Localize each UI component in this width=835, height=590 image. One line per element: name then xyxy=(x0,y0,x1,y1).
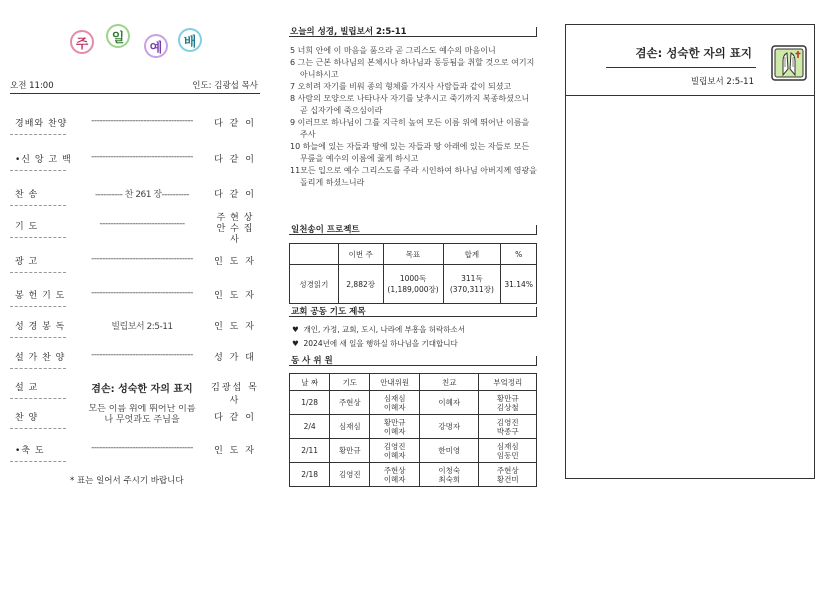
duty-cell: 심재심 임동민 xyxy=(479,439,537,463)
duty-title-rule xyxy=(289,365,537,366)
duty-cell: 강명자 xyxy=(420,415,479,439)
sermon-title: 겸손: 성숙한 자의 표지 xyxy=(635,46,752,60)
duty-title-tick xyxy=(536,356,537,366)
order-part: 성 경 봉 독 xyxy=(15,322,66,332)
order-underline xyxy=(10,368,66,369)
order-underline xyxy=(10,461,66,462)
verse: 7 오히려 자기를 비워 종의 형체를 가지사 사람들과 같이 되셨고 xyxy=(290,82,512,91)
order-detail: ------------------------------------- xyxy=(91,443,193,453)
order-detail: ------------------------------------- xyxy=(91,254,193,264)
cover-title-rule xyxy=(606,67,756,68)
order-person: 성 가 대 xyxy=(214,353,256,363)
order-person: 다 같 이 xyxy=(214,119,256,129)
service-leader: 인도: 김광섭 목사 xyxy=(192,81,258,91)
weekly-cell: 1000독 (1,189,000장) xyxy=(383,265,443,304)
order-underline xyxy=(10,337,66,338)
duty-cell: 황만규 김상철 xyxy=(479,391,537,415)
order-row xyxy=(10,374,260,406)
weekly-title: 일천송이 프로젝트 xyxy=(291,225,360,235)
order-person: 주 현 상 안 수 집 사 xyxy=(216,213,254,245)
order-part: 설 교 xyxy=(15,383,39,393)
duty-cell: 2/11 xyxy=(290,439,330,463)
order-underline xyxy=(10,306,66,307)
cover-panel xyxy=(565,24,815,479)
order-row xyxy=(10,404,260,428)
weekly-header: 이번 주 xyxy=(338,244,383,265)
prayer-title-tick xyxy=(536,307,537,317)
weekly-header: 합계 xyxy=(443,244,501,265)
order-underline xyxy=(10,134,66,135)
cover-divider xyxy=(566,95,814,96)
order-row xyxy=(10,344,260,368)
duty-header: 부엌정리 xyxy=(479,374,537,391)
order-part: 찬 양 xyxy=(15,413,39,423)
prayer-list xyxy=(292,323,465,351)
prayer-item: ♥ 2024년에 새 일을 행하실 하나님을 기대합니다 xyxy=(292,339,458,348)
worship-title xyxy=(68,24,218,64)
duty-cell: 황만규 xyxy=(330,439,370,463)
order-detail: 빌립보서 2:5-11 xyxy=(111,322,173,332)
order-detail: ------------------------------------- xyxy=(91,350,193,360)
meta-divider xyxy=(10,93,260,94)
weekly-header: % xyxy=(501,244,537,265)
order-row xyxy=(10,146,260,170)
weekly-cell: 2,882장 xyxy=(338,265,383,304)
verses-title: 오늘의 성경, 빌립보서 2:5-11 xyxy=(290,27,407,37)
order-person: 인 도 자 xyxy=(214,257,256,267)
weekly-title-rule xyxy=(289,234,537,235)
duty-cell: 황만규 이혜자 xyxy=(370,415,420,439)
duty-cell: 주현상 이혜자 xyxy=(370,463,420,487)
order-person: 인 도 자 xyxy=(214,322,256,332)
weekly-cell: 성경읽기 xyxy=(290,265,339,304)
standing-footnote: * 표는 일어서 주시기 바랍니다 xyxy=(70,476,184,486)
order-row xyxy=(10,282,260,306)
duty-row xyxy=(290,415,537,439)
order-underline xyxy=(10,272,66,273)
duty-cell: 심재심 이혜자 xyxy=(370,391,420,415)
duty-cell: 2/18 xyxy=(290,463,330,487)
order-row xyxy=(10,248,260,272)
praying-hands-icon xyxy=(771,45,807,81)
verses-title-rule xyxy=(289,36,537,37)
verse: 6 그는 근본 하나님의 본체시나 하나님과 동등됨을 취할 것으로 여기지 아니하시고 xyxy=(290,58,535,79)
order-part: 찬 송 xyxy=(15,190,39,200)
duty-cell: 심재심 xyxy=(330,415,370,439)
verse: 8 사람의 모양으로 나타나사 자기를 낮추시고 죽기까지 복종하셨으니 곧 십자가에 죽으심이라 xyxy=(290,94,530,115)
heart-icon: ♥ xyxy=(292,339,299,348)
order-part: •신 앙 고 백 xyxy=(15,155,72,165)
order-underline xyxy=(10,170,66,171)
duty-header: 안내위원 xyxy=(370,374,420,391)
verse: 11모든 입으로 예수 그리스도를 주라 시인하여 하나님 아버지께 영광을 돌리게 하셨느니라 xyxy=(290,166,537,187)
order-detail: ---------- 찬 261 장---------- xyxy=(94,190,190,200)
order-person: 다 같 이 xyxy=(214,155,256,165)
order-underline xyxy=(10,205,66,206)
order-detail: ------------------------------------- xyxy=(91,152,193,162)
duty-cell: 주현상 황건미 xyxy=(479,463,537,487)
duty-cell: 김영진 박종구 xyxy=(479,415,537,439)
duty-cell: 김영진 이혜자 xyxy=(370,439,420,463)
duty-cell: 이청숙 최숙희 xyxy=(420,463,479,487)
order-detail: ------------------------------- xyxy=(99,219,185,229)
order-person: 인 도 자 xyxy=(214,446,256,456)
title-char-4: 배 xyxy=(178,28,202,52)
heart-icon: ♥ xyxy=(292,325,299,334)
title-char-3: 예 xyxy=(144,34,168,58)
verse: 5 너희 안에 이 마음을 품으라 곧 그리스도 예수의 마음이니 xyxy=(290,46,496,55)
duty-cell: 1/28 xyxy=(290,391,330,415)
weekly-cell: 31.14% xyxy=(501,265,537,304)
order-detail: ------------------------------------- xyxy=(91,288,193,298)
order-person: 다 같 이 xyxy=(214,190,256,200)
duty-header: 기도 xyxy=(330,374,370,391)
weekly-cell: 311독 (370,311장) xyxy=(443,265,501,304)
order-underline xyxy=(10,428,66,429)
order-part: 기 도 xyxy=(15,222,39,232)
order-detail: 겸손: 성숙한 자의 표지 xyxy=(91,384,193,395)
order-detail: ------------------------------------- xyxy=(91,116,193,126)
order-row xyxy=(10,437,260,461)
order-part: 봉 헌 기 도 xyxy=(15,291,66,301)
duty-header: 친교 xyxy=(420,374,479,391)
duty-cell: 한미영 xyxy=(420,439,479,463)
verse: 9 이러므로 하나님이 그를 지극히 높여 모든 이름 위에 뛰어난 이름을 주사 xyxy=(290,118,530,139)
duty-header: 날 짜 xyxy=(290,374,330,391)
order-person: 김광섭 목사 xyxy=(211,383,259,406)
order-row xyxy=(10,181,260,205)
scripture-passage xyxy=(290,45,538,189)
order-underline xyxy=(10,237,66,238)
order-person: 인 도 자 xyxy=(214,291,256,301)
weekly-header: 목표 xyxy=(383,244,443,265)
duty-cell: 주현상 xyxy=(330,391,370,415)
title-char-2: 일 xyxy=(106,24,130,48)
prayer-title-rule xyxy=(289,316,537,317)
order-row xyxy=(10,213,260,245)
weekly-header xyxy=(290,244,339,265)
duty-row xyxy=(290,391,537,415)
duty-cell: 김영진 xyxy=(330,463,370,487)
sermon-scripture: 빌립보서 2:5-11 xyxy=(690,77,754,87)
service-time: 오전 11:00 xyxy=(10,81,54,91)
order-row xyxy=(10,313,260,337)
order-part: •축 도 xyxy=(15,446,45,456)
verses-title-tick xyxy=(536,27,537,37)
order-detail: 모든 이름 위에 뛰어난 이름 나 무엇과도 주님을 xyxy=(88,404,196,425)
order-row xyxy=(10,110,260,134)
duty-title: 동 사 위 원 xyxy=(291,356,333,366)
order-part: 경배와 찬양 xyxy=(15,119,68,129)
duty-table xyxy=(289,373,537,487)
duty-row xyxy=(290,439,537,463)
duty-cell: 이혜자 xyxy=(420,391,479,415)
verse: 10 하늘에 있는 자들과 땅에 있는 자들과 땅 아래에 있는 자들로 모든 무릎을 예수의 이름에 꿇게 하시고 xyxy=(290,142,530,163)
reading-project-table xyxy=(289,243,537,304)
order-part: 설 가 찬 양 xyxy=(15,353,66,363)
weekly-title-tick xyxy=(536,225,537,235)
prayer-title: 교회 공동 기도 제목 xyxy=(291,307,366,317)
title-char-1: 주 xyxy=(70,30,94,54)
order-person: 다 같 이 xyxy=(214,413,256,423)
duty-cell: 2/4 xyxy=(290,415,330,439)
order-part: 광 고 xyxy=(15,257,39,267)
duty-row xyxy=(290,463,537,487)
order-underline xyxy=(10,398,66,399)
prayer-item: ♥ 개인, 가정, 교회, 도시, 나라에 부흥을 허락하소서 xyxy=(292,325,466,334)
